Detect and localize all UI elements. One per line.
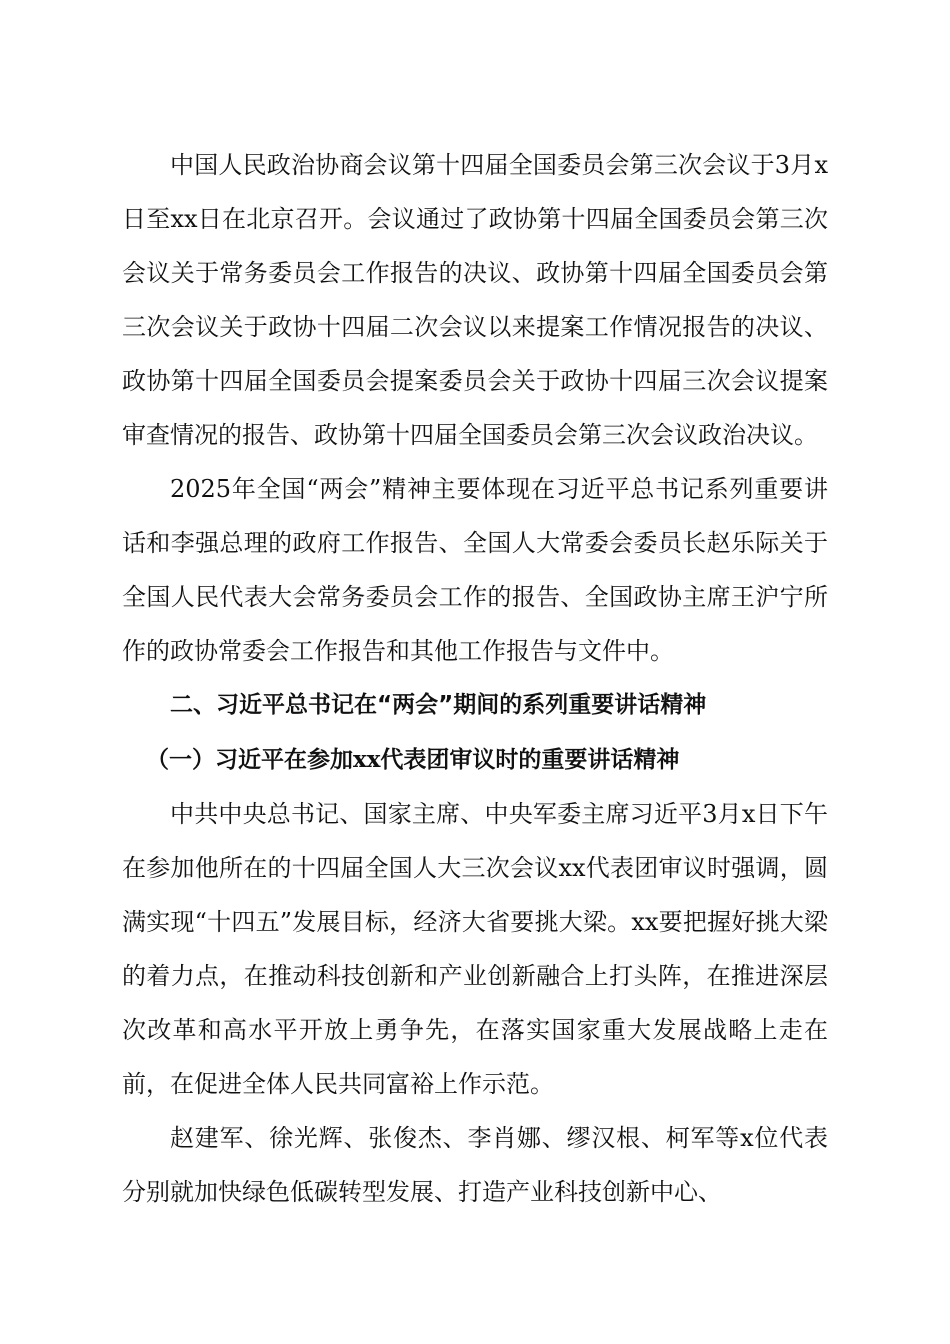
paragraph-delegation-review: 中共中央总书记、国家主席、中央军委主席习近平3月x日下午在参加他所在的十四届全国人大三次会议xx代表团审议时强调，圆满实现“十四五”发展目标，经济大省要挑大梁。xx要把握好挑大梁的着力点，在推动科技创新和产业创新融合上打头阵，在推进深层次改革和高水平开放上勇争先，在落实国家重大发展战略上走在前，在促进全体人民共同富裕上作示范。 — [122, 800, 828, 1098]
paragraph-cppcc-session: 中国人民政治协商会议第十四届全国委员会第三次会议于3月x日至xx日在北京召开。会议通过了政协第十四届全国委员会第三次会议关于常务委员会工作报告的决议、政协第十四届全国委员会第三次会议关于政协十四届二次会议以来提案工作情况报告的决议、政协第十四届全国委员会提案委员会关于政协十四届三次会议提案审查情况的报告、政协第十四届全国委员会第三次会议政治决议。 — [122, 151, 828, 449]
subsection-heading-one: （一）习近平在参加xx代表团审议时的重要讲话精神 — [146, 746, 680, 773]
paragraph-two-sessions-spirit: 2025年全国“两会”精神主要体现在习近平总书记系列重要讲话和李强总理的政府工作报告、全国人大常委会委员长赵乐际关于全国人民代表大会常务委员会工作的报告、全国政协主席王沪宁所作的政协常委会工作报告和其他工作报告与文件中。 — [122, 475, 828, 665]
document-page — [122, 138, 828, 1219]
paragraph-delegates-speech: 赵建军、徐光辉、张俊杰、李肖娜、缪汉根、柯军等x位代表分别就加快绿色低碳转型发展、打造产业科技创新中心、 — [122, 1124, 828, 1206]
section-heading-two: 二、习近平总书记在“两会”期间的系列重要讲话精神 — [170, 692, 707, 718]
